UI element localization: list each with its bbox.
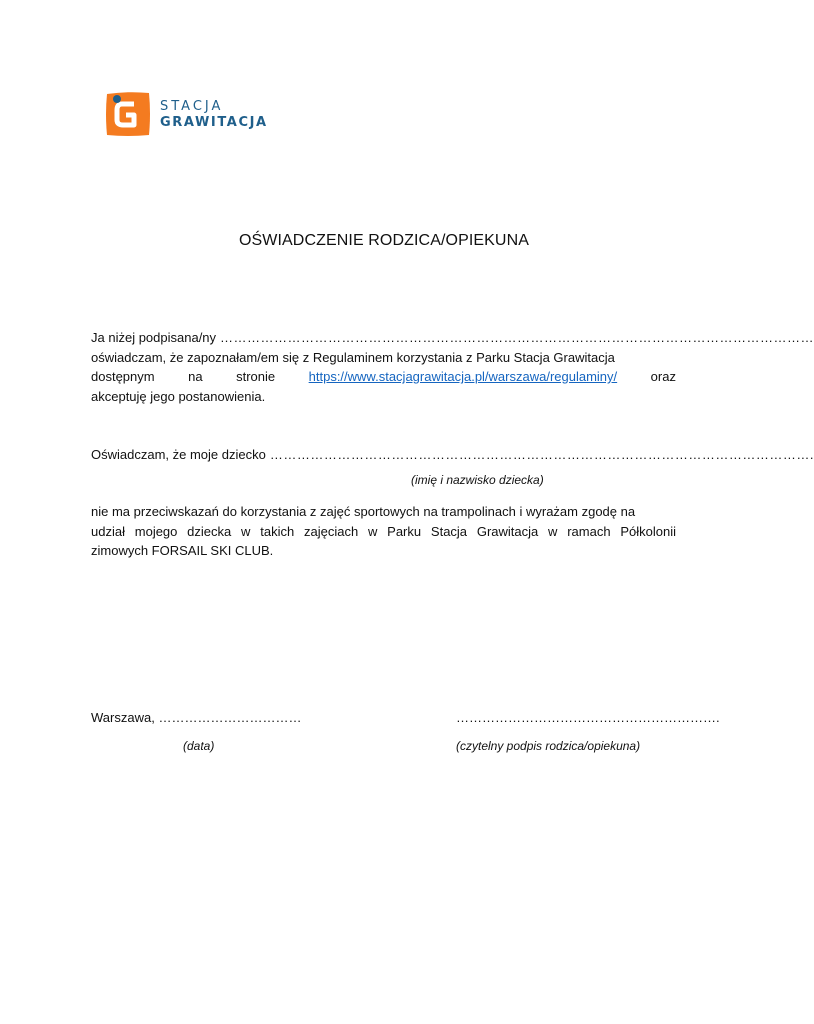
logo-text-stacja: STACJA [160, 98, 224, 114]
declaration-paragraph-2 [91, 445, 814, 465]
declaration-paragraph-3 [91, 502, 676, 561]
place-text: Warszawa, [91, 710, 155, 725]
child-name-hint: (imię i nazwisko dziecka) [411, 473, 544, 487]
logo-text-grawitacja: GRAWITACJA [160, 114, 268, 130]
para3-line-2-text: udział mojego dziecka w takich zajęciach w Parku Stacja Grawitacja w ramach Półkolonii [91, 523, 676, 539]
signature-fill-line: ……………………………………………………. [456, 710, 720, 725]
signature-label: (czytelny podpis rodzica/opiekuna) [456, 739, 641, 753]
document-title: OŚWIADCZENIE RODZICA/OPIEKUNA [238, 232, 530, 249]
regulations-link[interactable]: https://www.stacjagrawitacja.pl/warszawa/regulaminy/ [308, 369, 618, 384]
para1-line-3-post: oraz [650, 369, 676, 384]
para1-line-3-word: stronie [236, 369, 276, 384]
para3-line-3: zimowych FORSAIL SKI CLUB. [91, 543, 274, 558]
para1-line-3 [91, 367, 676, 387]
stacja-grawitacja-logo [104, 90, 268, 138]
date-label: (data) [183, 739, 215, 753]
logo-wordmark [160, 100, 268, 129]
declaration-paragraph-1 [91, 328, 814, 406]
para1-line-2-text: oświadczam, że zapoznałam/em się z Regulaminem korzystania z Parku Stacja Grawitacja [91, 349, 615, 365]
para1-lead-text: Ja niżej podpisana/ny [91, 330, 217, 345]
para1-line-3-pre: dostępnym [91, 369, 155, 384]
date-fill-line: …………………………… [158, 710, 302, 725]
name-fill-line: …………………………………………………………………………………………………………………… [220, 330, 814, 345]
place-date-line [91, 710, 301, 725]
para2-lead-text: Oświadczam, że moje dziecko [91, 447, 266, 462]
para1-line-3-mid: na [188, 369, 203, 384]
para1-line-1 [91, 328, 814, 348]
logo-g-icon [104, 90, 152, 138]
para1-line-2 [91, 348, 676, 368]
para3-line-1: nie ma przeciwskazań do korzystania z zajęć sportowych na trampolinach i wyrażam zgodę na [91, 504, 636, 519]
para2-line-1 [91, 445, 814, 465]
para1-line-4: akceptuję jego postanowienia. [91, 388, 266, 404]
child-name-fill-line: …………………………………………………………………………………………………………. [269, 447, 814, 462]
para3-line-2 [91, 522, 676, 542]
